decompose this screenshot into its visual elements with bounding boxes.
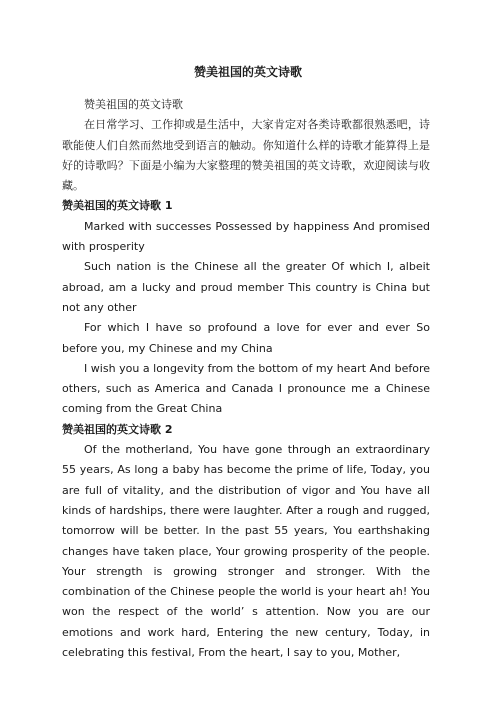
poem-paragraph: Marked with successes Possessed by happiness And promised with prosperity (62, 219, 430, 254)
intro-paragraph: 赞美祖国的英文诗歌 (84, 98, 183, 111)
intro-paragraph: 在日常学习、工作抑或是生活中，大家肯定对各类诗歌都很熟悉吧，诗歌能使人们自然而然地受到语言的触动。你知道什么样的诗歌才能算得上是好的诗歌吗？下面是小编为大家整理的赞美祖国的英文诗歌，欢迎阅读与收藏。 (62, 118, 430, 193)
section-heading: 赞美祖国的英文诗歌 1 (62, 199, 173, 213)
document-title: 赞美祖国的英文诗歌 (193, 65, 302, 79)
poem-paragraph: Such nation is the Chinese all the greater Of which I, albeit abroad, am a lucky and proud member This country is China but not any other (62, 260, 430, 314)
section-heading: 赞美祖国的英文诗歌 2 (62, 422, 173, 436)
poem-paragraph: I wish you a longevity from the bottom of my heart And before others, such as America and Canada I pronounce me a Chinese coming from the Great China (62, 361, 430, 416)
poem-paragraph: For which I have so profound a love for ever and ever So before you, my Chinese and my China (62, 321, 430, 355)
document-body (62, 95, 430, 663)
poem-paragraph: Of the motherland, You have gone through an extraordinary 55 years, As long a baby has become the prime of life, Today, you are full of vitality, and the distribution of vigor and You have all kinds of hardships, there were laughter. After a rough and rugged, tomorrow will be better. In the past 55 years, You earthshaking changes have taken place, Your growing prosperity of the people. Your strength is growing stronger and stronger. With the combination of the Chinese people the world is your heart ah! You won the respect of the world’ s attention. Now you are our emotions and work hard, Entering the new century, Today, in celebrating this festival, From the heart, I say to you, Mother, (62, 443, 430, 660)
